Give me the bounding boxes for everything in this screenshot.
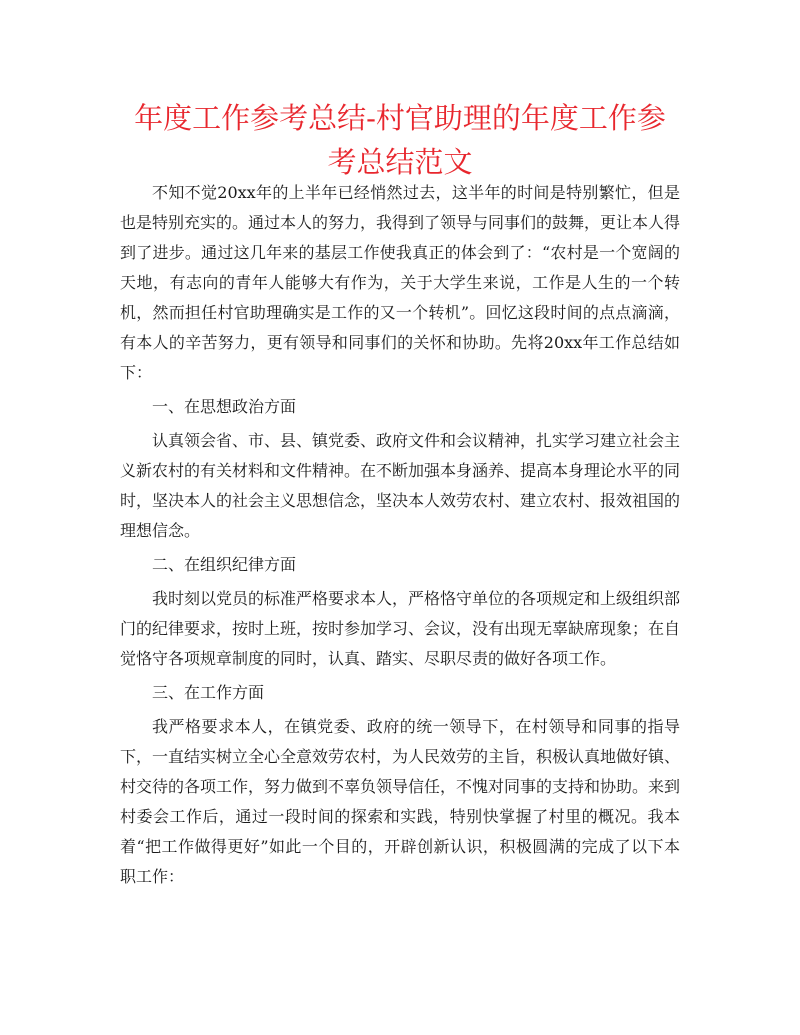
- section-heading-ideology: 一、在思想政治方面: [152, 397, 297, 416]
- document-body: [120, 178, 680, 892]
- paragraph-work: 我严格要求本人，在镇党委、政府的统一领导下，在村领导和同事的指导下，一直结实树立全心全意效劳农村，为人民效劳的主旨，积极认真地做好镇、村交待的各项工作，努力做到不辜负领导信任，不愧对同事的支持和协助。来到村委会工作后，通过一段时间的探索和实践，特别快掌握了村里的概况。我本着“把工作做得更好”如此一个目的，开辟创新认识，积极圆满的完成了以下本职工作：: [120, 717, 681, 886]
- paragraph-ideology: 认真领会省、市、县、镇党委、政府文件和会议精神，扎实学习建立社会主义新农村的有关材料和文件精神。在不断加强本身涵养、提高本身理论水平的同时，坚决本人的社会主义思想信念，坚决本人效劳农村、建立农村、报效祖国的理想信念。: [120, 431, 681, 540]
- section-heading-discipline: 二、在组织纪律方面: [152, 555, 297, 574]
- paragraph-intro: 不知不觉20xx年的上半年已经悄然过去，这半年的时间是特别繁忙，但是也是特别充实的。通过本人的努力，我得到了领导与同事们的鼓舞，更让本人得到了进步。通过这几年来的基层工作使我真正的体会到了：“农村是一个宽阔的天地，有志向的青年人能够大有作为，关于大学生来说，工作是人生的一个转机，然而担任村官助理确实是工作的又一个转机”。回忆这段时间的点点滴滴，有本人的辛苦努力，更有领导和同事们的关怀和协助。先将20xx年工作总结如下：: [120, 183, 681, 382]
- paragraph-discipline: 我时刻以党员的标准严格要求本人，严格恪守单位的各项规定和上级组织部门的纪律要求，按时上班，按时参加学习、会议，没有出现无辜缺席现象；在自觉恪守各项规章制度的同时，认真、踏实、尽职尽责的做好各项工作。: [120, 589, 681, 668]
- document-title: 年度工作参考总结-村官助理的年度工作参考总结范文: [134, 101, 666, 179]
- section-heading-work: 三、在工作方面: [152, 683, 265, 702]
